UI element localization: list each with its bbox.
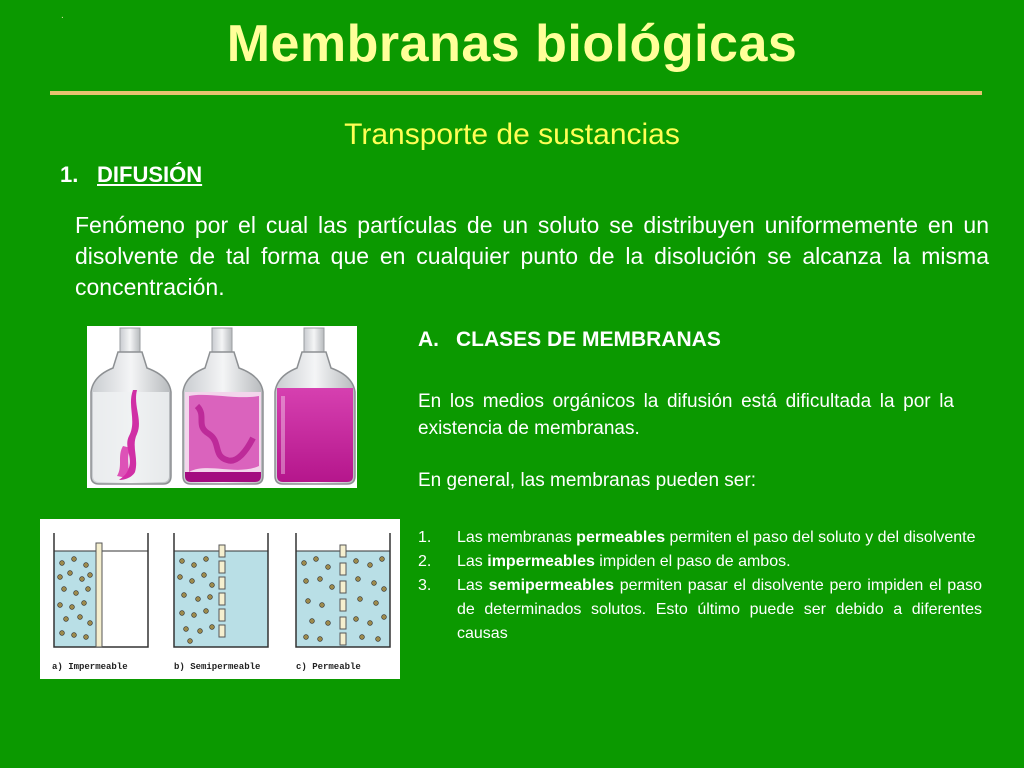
diagram-label-semipermeable: b) Semipermeable — [174, 662, 261, 672]
slide-marker: . — [61, 10, 64, 21]
list-text: impiden el paso de ambos. — [594, 553, 791, 570]
list-number: 2. — [418, 553, 432, 570]
membranes-types-lead: En general, las membranas pueden ser: — [418, 470, 756, 491]
list-text: Las membranas — [457, 529, 577, 546]
section-heading-clases — [418, 328, 721, 352]
section-letter: A. — [418, 328, 439, 351]
membrane-types-diagram — [40, 519, 400, 679]
title-divider — [50, 91, 982, 95]
diagram-label-impermeable: a) Impermeable — [52, 662, 128, 672]
section-number: 1. — [60, 162, 79, 187]
list-text: Las — [457, 553, 488, 570]
section-label: DIFUSIÓN — [97, 162, 203, 187]
list-text: permiten pasar el disolvente pero impiden el paso de determinados solutos. Esto último puede ser debido a diferentes causas — [457, 577, 982, 642]
section-label: CLASES DE MEMBRANAS — [456, 328, 721, 351]
membrane-types-list — [418, 526, 982, 646]
list-text: Las — [457, 577, 489, 594]
list-item — [418, 550, 982, 574]
list-number: 1. — [418, 529, 432, 546]
diagram-label-permeable: c) Permeable — [296, 662, 361, 672]
slide-title: Membranas biológicas — [226, 15, 798, 73]
membranes-intro: En los medios orgánicos la difusión está dificultada la por la existencia de membranas. — [418, 391, 954, 439]
list-keyword: impermeables — [487, 553, 595, 570]
list-keyword: permeables — [576, 529, 666, 546]
list-text: permiten el paso del soluto y del disolvente — [665, 529, 976, 546]
diffusion-flasks-image — [87, 326, 357, 488]
slide-subtitle: Transporte de sustancias — [344, 118, 680, 151]
list-keyword: semipermeables — [488, 577, 614, 594]
section-heading-difusion — [60, 162, 202, 188]
diffusion-definition: Fenómeno por el cual las partículas de un soluto se distribuyen uniformemente en un disolvente de tal forma que en cualquier punto de la disolución se alcanza la misma concentración. — [75, 212, 989, 300]
list-item — [418, 574, 982, 646]
list-item — [418, 526, 982, 550]
list-number: 3. — [418, 577, 432, 594]
